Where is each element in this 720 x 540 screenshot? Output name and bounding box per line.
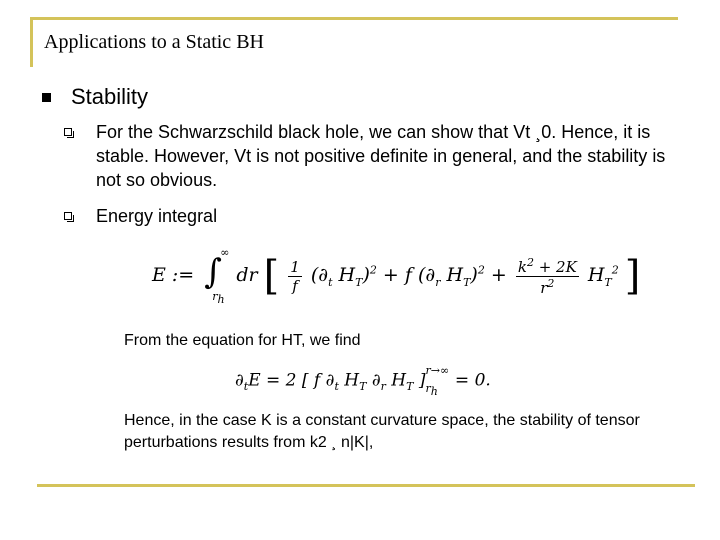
sub-bullet-schwarzschild: For the Schwarzschild black hole, we can show that Vt ¸0. Hence, it is stable. However, Vt is not positive definite in general, and the stability is not so obvious. (96, 122, 666, 190)
frame-top-line (30, 17, 678, 20)
energy-derivative-equation: $\partial_tE = 2$ [ f $\partial_t$ $H_T$ $\partial_r$ $H_T$ ] r→∞ rh = 0. (235, 364, 491, 398)
sub-bullet-energy-integral: Energy integral (96, 206, 218, 226)
hollow-square-bullet-icon (64, 128, 72, 136)
slide-title: Applications to a Static BH (44, 31, 264, 53)
energy-integral-equation: E := ∫ ∞ rh dr [ $\frac{1}{f}$ ($\partial_t$ $H_T)^2 + f$ ($\partial_r$ $H_T)^2$ + $\frac{k^2 + 2K}{r^2}$ $H_T^2$ ] (152, 246, 641, 307)
hollow-square-bullet-icon (64, 212, 72, 220)
frame-left-line (30, 17, 33, 67)
integral-sign: ∫ ∞ rh (204, 246, 230, 307)
square-bullet-icon (42, 93, 51, 102)
equation-intro-text: From the equation for HT, we find (124, 332, 361, 349)
bullet-stability: Stability (71, 84, 149, 109)
stability-conclusion-text: Hence, in the case K is a constant curvature space, the stability of tensor perturbations results from k2 ¸ n|K|, (124, 412, 640, 451)
frame-bottom-line (37, 484, 695, 487)
